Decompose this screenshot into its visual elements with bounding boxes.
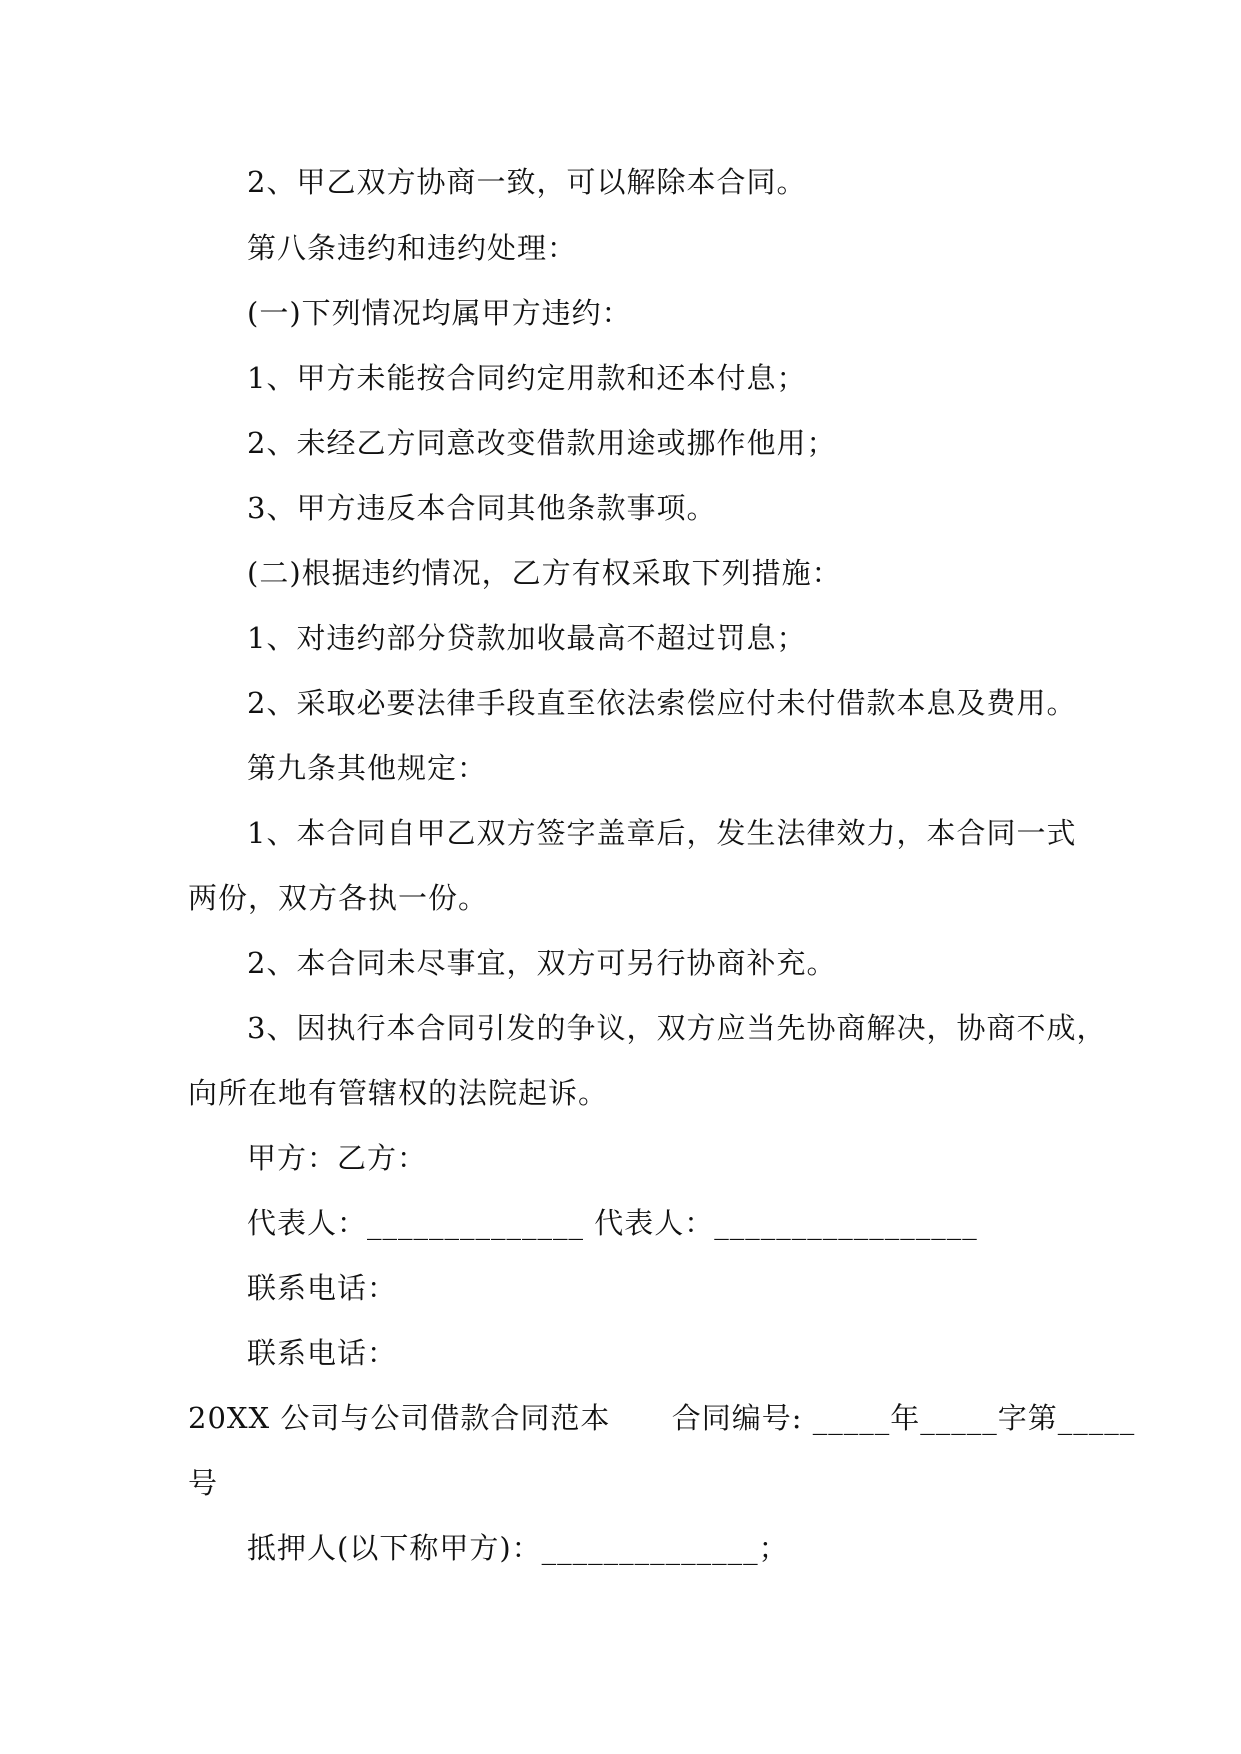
- article-heading: 第八条违约和违约处理：: [247, 231, 578, 265]
- representative-line: 代表人：______________ 代表人：_________________: [247, 1206, 978, 1240]
- mortgagor-line: 抵押人(以下称甲方)：______________；: [247, 1531, 789, 1565]
- section-heading: (二)根据违约情况，乙方有权采取下列措施：: [247, 556, 842, 590]
- section-heading: (一)下列情况均属甲方违约：: [247, 296, 632, 330]
- text-line: 2、本合同未尽事宜，双方可另行协商补充。: [247, 946, 837, 980]
- article-heading: 第九条其他规定：: [247, 751, 488, 785]
- contract-title-line: 20XX 公司与公司借款合同范本 合同编号: _____年_____字第_____: [188, 1401, 1136, 1435]
- text-line: 向所在地有管辖权的法院起诉。: [188, 1076, 609, 1110]
- text-line: 1、甲方未能按合同约定用款和还本付息；: [247, 361, 807, 395]
- text-line: 1、对违约部分贷款加收最高不超过罚息；: [247, 621, 807, 655]
- text-line: 2、未经乙方同意改变借款用途或挪作他用；: [247, 426, 837, 460]
- text-line: 2、采取必要法律手段直至依法索偿应付未付借款本息及费用。: [247, 686, 1077, 720]
- contact-phone-label: 联系电话：: [247, 1271, 398, 1305]
- text-line: 2、甲乙双方协商一致，可以解除本合同。: [247, 165, 807, 199]
- contact-phone-label: 联系电话：: [247, 1336, 398, 1370]
- text-line: 3、因执行本合同引发的争议，双方应当先协商解决，协商不成，: [247, 1011, 1107, 1045]
- contract-number-suffix: 号: [188, 1466, 219, 1500]
- party-labels: 甲方：乙方：: [247, 1141, 428, 1175]
- text-line: 两份，双方各执一份。: [188, 881, 489, 915]
- text-line: 3、甲方违反本合同其他条款事项。: [247, 491, 717, 525]
- text-line: 1、本合同自甲乙双方签字盖章后，发生法律效力，本合同一式: [247, 816, 1077, 850]
